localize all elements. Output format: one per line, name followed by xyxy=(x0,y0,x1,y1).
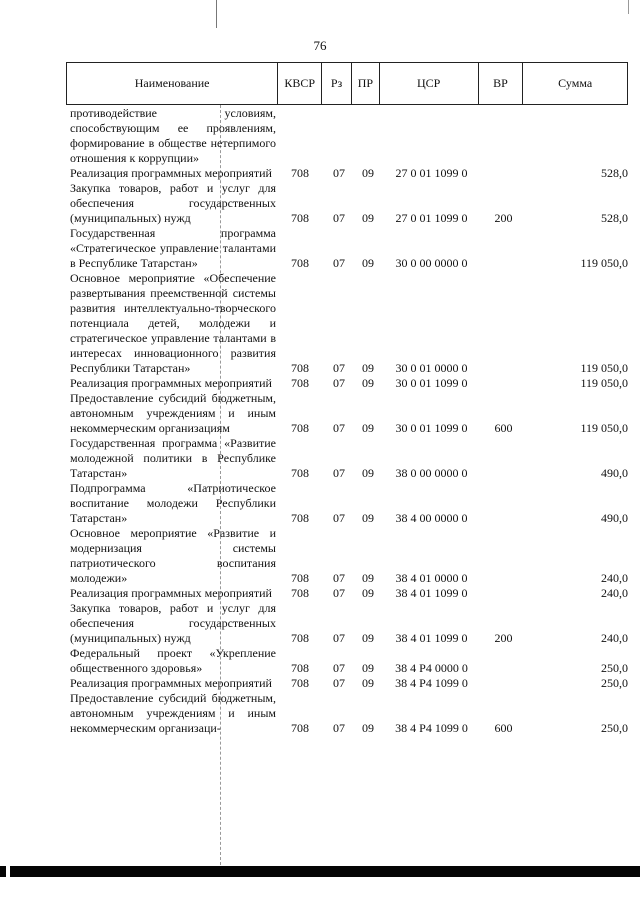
cell-csr: 38 4 00 0000 0 xyxy=(395,511,468,525)
scan-artifact-line xyxy=(216,0,217,28)
cell-name: Основное мероприятие «Развитие и модернизация системы патриотического воспитания молодежи» xyxy=(70,526,276,585)
cell-sum: 119 050,0 xyxy=(580,361,628,375)
cell-kvsr: 708 xyxy=(291,361,309,375)
table-row xyxy=(66,676,628,691)
cell-sum: 528,0 xyxy=(601,166,628,180)
cell-sum: 119 050,0 xyxy=(580,256,628,270)
header-rz: Рз xyxy=(322,63,352,104)
header-name: Наименование xyxy=(67,63,278,104)
cell-csr: 30 0 00 0000 0 xyxy=(395,256,468,270)
cell-kvsr: 708 xyxy=(291,421,309,435)
table-row xyxy=(66,691,628,736)
cell-sum: 490,0 xyxy=(601,511,628,525)
cell-pr: 09 xyxy=(362,421,374,435)
header-vr: ВР xyxy=(479,63,524,104)
cell-kvsr: 708 xyxy=(291,466,309,480)
cell-csr: 38 4 01 0000 0 xyxy=(395,571,468,585)
cell-name: Федеральный проект «Укрепление общественного здоровья» xyxy=(70,646,276,675)
cell-name: Реализация программных мероприятий xyxy=(70,676,272,690)
cell-kvsr: 708 xyxy=(291,211,309,225)
cell-pr: 09 xyxy=(362,256,374,270)
cell-vr: 200 xyxy=(494,211,513,225)
table-row xyxy=(66,436,628,481)
cell-kvsr: 708 xyxy=(291,376,309,390)
cell-name: Государственная программа «Развитие молодежной политики в Республике Татарстан» xyxy=(70,436,276,480)
scan-artifact-line xyxy=(628,0,629,14)
cell-pr: 09 xyxy=(362,661,374,675)
cell-csr: 38 4 P4 1099 0 xyxy=(395,676,468,690)
cell-sum: 250,0 xyxy=(601,721,628,735)
cell-csr: 38 4 P4 1099 0 xyxy=(395,721,468,735)
cell-pr: 09 xyxy=(362,361,374,375)
scan-edge xyxy=(0,866,6,877)
cell-kvsr: 708 xyxy=(291,571,309,585)
table-row xyxy=(66,271,628,376)
cell-rz: 07 xyxy=(333,571,345,585)
table-header xyxy=(66,62,628,105)
cell-pr: 09 xyxy=(362,631,374,645)
cell-csr: 30 0 01 1099 0 xyxy=(395,421,468,435)
table-row xyxy=(66,646,628,676)
cell-pr: 09 xyxy=(362,511,374,525)
cell-name: Государственная программа «Стратегическое управление талантами в Республике Татарстан» xyxy=(70,226,276,270)
table-row xyxy=(66,391,628,436)
table-row xyxy=(66,586,628,601)
cell-kvsr: 708 xyxy=(291,721,309,735)
cell-sum: 240,0 xyxy=(601,631,628,645)
cell-sum: 250,0 xyxy=(601,661,628,675)
cell-rz: 07 xyxy=(333,511,345,525)
cell-kvsr: 708 xyxy=(291,256,309,270)
cell-pr: 09 xyxy=(362,721,374,735)
cell-sum: 528,0 xyxy=(601,211,628,225)
table-row xyxy=(66,526,628,586)
cell-kvsr: 708 xyxy=(291,661,309,675)
cell-vr: 600 xyxy=(494,721,513,735)
cell-sum: 240,0 xyxy=(601,571,628,585)
header-csr: ЦСР xyxy=(380,63,479,104)
table-body xyxy=(66,106,628,736)
table-row xyxy=(66,226,628,271)
cell-pr: 09 xyxy=(362,376,374,390)
cell-rz: 07 xyxy=(333,211,345,225)
cell-vr: 600 xyxy=(494,421,513,435)
cell-rz: 07 xyxy=(333,676,345,690)
cell-pr: 09 xyxy=(362,211,374,225)
table-row xyxy=(66,601,628,646)
cell-sum: 240,0 xyxy=(601,586,628,600)
cell-rz: 07 xyxy=(333,376,345,390)
cell-pr: 09 xyxy=(362,166,374,180)
cell-kvsr: 708 xyxy=(291,511,309,525)
cell-csr: 38 0 00 0000 0 xyxy=(395,466,468,480)
cell-rz: 07 xyxy=(333,661,345,675)
cell-sum: 119 050,0 xyxy=(580,376,628,390)
cell-vr: 200 xyxy=(494,631,513,645)
cell-csr: 30 0 01 0000 0 xyxy=(395,361,468,375)
cell-kvsr: 708 xyxy=(291,631,309,645)
cell-name: Закупка товаров, работ и услуг для обеспечения государственных (муниципальных) нужд xyxy=(70,601,276,645)
cell-sum: 490,0 xyxy=(601,466,628,480)
cell-sum: 250,0 xyxy=(601,676,628,690)
table-row xyxy=(66,166,628,181)
cell-csr: 30 0 01 1099 0 xyxy=(395,376,468,390)
header-sum: Сумма xyxy=(558,76,593,90)
cell-rz: 07 xyxy=(333,256,345,270)
cell-rz: 07 xyxy=(333,721,345,735)
cell-csr: 38 4 01 1099 0 xyxy=(395,586,468,600)
cell-name: Предоставление субсидий бюджетным, автономным учреждениям и иным некоммерческим организациям xyxy=(70,391,276,435)
page-number: 76 xyxy=(313,38,327,53)
cell-name: Предоставление субсидий бюджетным, автономным учреждениям и иным некоммерческим организаци- xyxy=(70,691,276,735)
cell-pr: 09 xyxy=(362,571,374,585)
cell-name: Закупка товаров, работ и услуг для обеспечения государственных (муниципальных) нужд xyxy=(70,181,276,225)
header-pr: ПР xyxy=(352,63,380,104)
cell-name: Реализация программных мероприятий xyxy=(70,166,272,180)
cell-name: противодействие условиям, способствующим ее проявлениям, формирование в обществе нетерпимого отношения к коррупции» xyxy=(70,106,276,165)
cell-rz: 07 xyxy=(333,586,345,600)
cell-sum: 119 050,0 xyxy=(580,421,628,435)
cell-rz: 07 xyxy=(333,361,345,375)
cell-rz: 07 xyxy=(333,466,345,480)
cell-name: Основное мероприятие «Обеспечение развертывания преемственной системы развития интеллектуально-творческого потенциала детей, молодежи и стратегическое управление талантами в интересах инновационного развития Республики Татарстан» xyxy=(70,271,276,375)
table-row xyxy=(66,481,628,526)
scan-bottom-bar xyxy=(10,866,640,877)
cell-name: Подпрограмма «Патриотическое воспитание молодежи Республики Татарстан» xyxy=(70,481,276,525)
cell-pr: 09 xyxy=(362,466,374,480)
table-row xyxy=(66,376,628,391)
cell-rz: 07 xyxy=(333,631,345,645)
cell-pr: 09 xyxy=(362,676,374,690)
cell-name: Реализация программных мероприятий xyxy=(70,586,272,600)
cell-pr: 09 xyxy=(362,586,374,600)
cell-rz: 07 xyxy=(333,166,345,180)
cell-csr: 27 0 01 1099 0 xyxy=(395,211,468,225)
cell-rz: 07 xyxy=(333,421,345,435)
cell-name: Реализация программных мероприятий xyxy=(70,376,272,390)
cell-kvsr: 708 xyxy=(291,676,309,690)
table-row xyxy=(66,106,628,166)
cell-csr: 38 4 01 1099 0 xyxy=(395,631,468,645)
cell-kvsr: 708 xyxy=(291,166,309,180)
cell-kvsr: 708 xyxy=(291,586,309,600)
cell-csr: 38 4 P4 0000 0 xyxy=(395,661,468,675)
table-row xyxy=(66,181,628,226)
header-kvsr: КВСР xyxy=(278,63,322,104)
cell-csr: 27 0 01 1099 0 xyxy=(395,166,468,180)
